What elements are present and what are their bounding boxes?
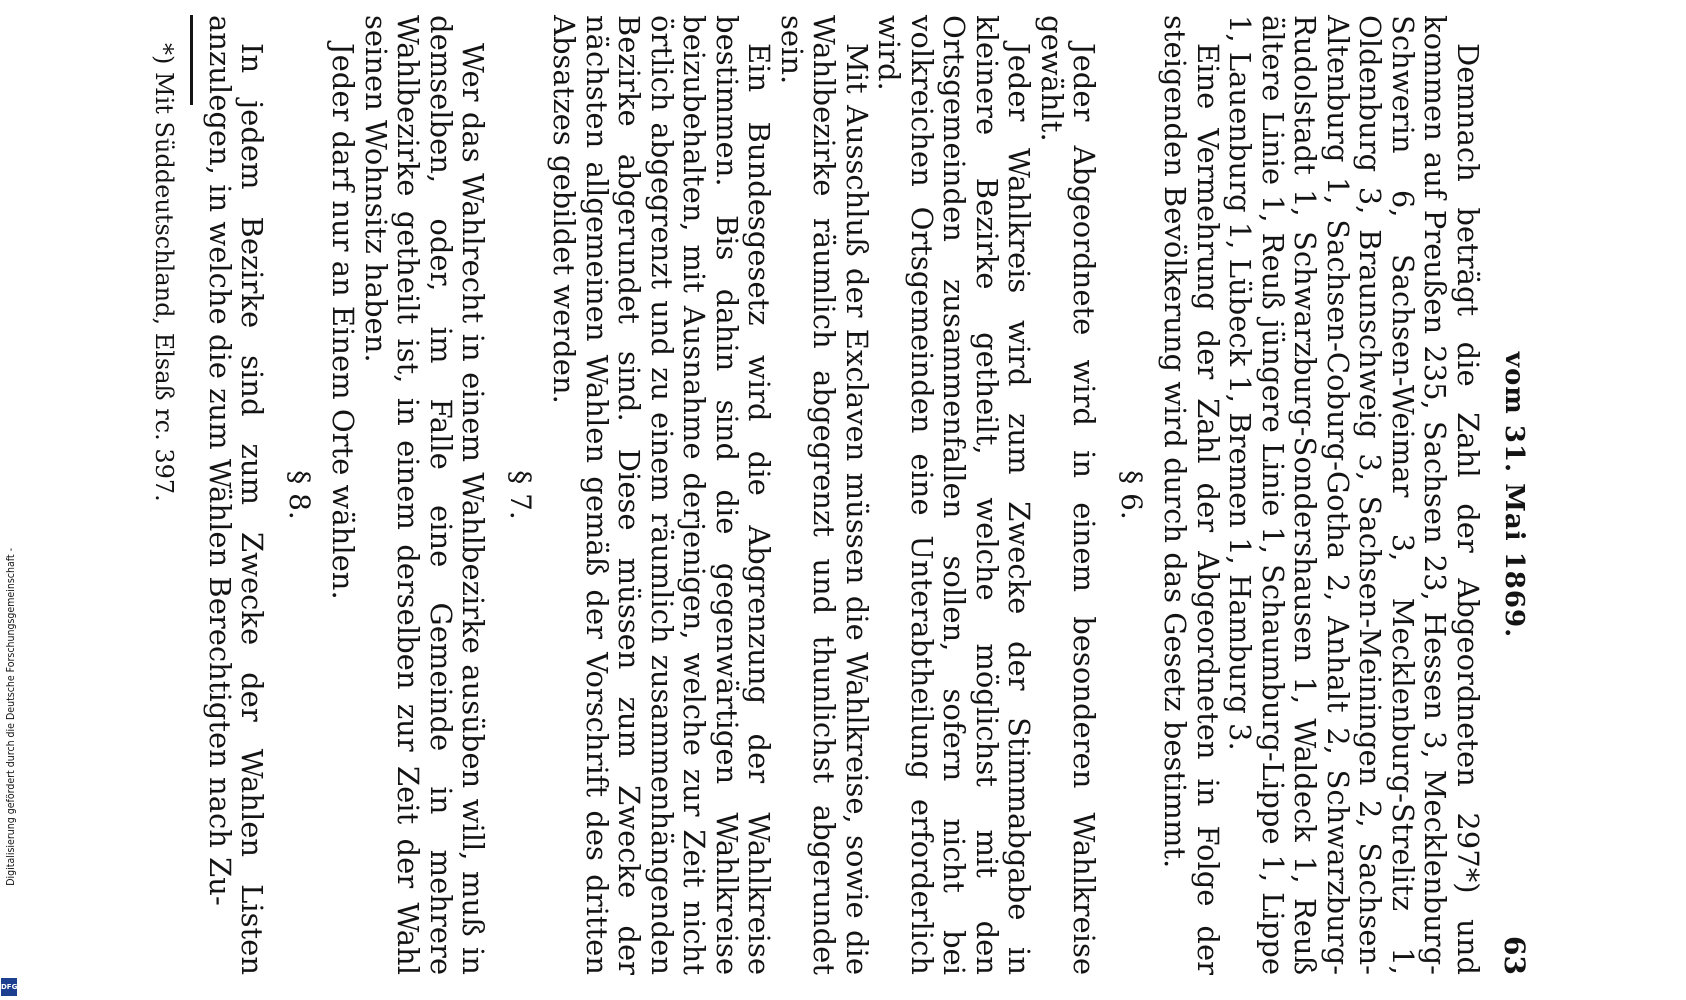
paragraph-6-2: Jeder Wahlkreis wird zum Zwecke der Stimmabgabe in kleinere Bezirke getheilt, welche möglichst mit den Ortsgemeinden zusammenfallen sollen, sofern nicht bei volkreichen Ortsgemeinden eine Unterabtheilung erforderlich wird.	[872, 15, 1037, 975]
rotated-text-block	[150, 15, 1531, 975]
digitization-credit-strip	[2, 520, 22, 1000]
page-number: 63	[1498, 936, 1531, 975]
paragraph-seat-distribution: Demnach beträgt die Zahl der Abgeordneten 297*) und kommen auf Preußen 235, Sachsen 23, Hessen 3, Mecklenburg-Schwerin 6, Sachsen-Weimar 3, Mecklenburg-Strelitz 1, Oldenburg 3, Braunschweig 3, Sachsen-Meiningen 2, Sachsen-Altenburg 1, Sachsen-Coburg-Gotha 2, Anhalt 2, Schwarzburg-Rudolstadt 1, Schwarzburg-Sondershausen 1, Waldeck 1, Reuß ältere Linie 1, Reuß jüngere Linie 1, Schaumburg-Lippe 1, Lippe 1, Lauenburg 1, Lübeck 1, Bremen 1, Hamburg 3.	[1223, 15, 1485, 975]
paragraph-seat-increase: Eine Vermehrung der Zahl der Abgeordneten in Folge der steigenden Bevölkerung wird durch das Gesetz bestimmt.	[1158, 15, 1225, 975]
section-heading-6: § 6.	[1115, 470, 1148, 520]
paragraph-6-4: Ein Bundesgesetz wird die Abgrenzung der Wahlkreise bestimmen. Bis dahin sind die gegenwärtigen Wahlkreise beizubehalten, mit Ausnahme derjenigen, welche zur Zeit nicht örtlich abgegrenzt und zu einem räumlich zusammenhängenden Bezirke abgerundet sind. Diese müssen zum Zwecke der nächsten allgemeinen Wahlen gemäß der Vorschrift des dritten Absatzes gebildet werden.	[547, 15, 777, 975]
section-heading-8: § 8.	[283, 470, 316, 520]
digitization-credit-text: Digitalisierung gefördert durch die Deutsche Forschungsgemeinschaft -	[5, 548, 17, 886]
paragraph-6-1: Jeder Abgeordnete wird in einem besonderen Wahlkreise gewählt.	[1035, 15, 1102, 975]
paragraph-7-2: Jeder darf nur an Einem Orte wählen.	[326, 43, 361, 600]
footnote: *) Mit Süddeutschland, Elsaß rc. 397.	[150, 43, 179, 502]
section-heading-7: § 7.	[504, 470, 537, 520]
footnote-rule	[191, 15, 194, 105]
paragraph-8-1: In jedem Bezirke sind zum Zwecke der Wahlen Listen anzulegen, in welche die zum Wählen Berechtigten nach Zu-	[203, 15, 270, 975]
running-title: vom 31. Mai 1869.	[1499, 351, 1529, 639]
paragraph-6-3: Mit Ausschluß der Exclaven müssen die Wahlkreise, sowie die Wahlbezirke räumlich abgegrenzt und thunlichst abgerundet sein.	[775, 15, 874, 975]
paragraph-7-1: Wer das Wahlrecht in einem Wahlbezirke ausüben will, muß in demselben, oder, im Falle eine Gemeinde in mehrere Wahlbezirke getheilt ist, in einem derselben zur Zeit der Wahl seinen Wohnsitz haben.	[359, 15, 491, 975]
page-header	[1484, 15, 1530, 975]
dfg-logo: DFG	[1, 978, 17, 996]
